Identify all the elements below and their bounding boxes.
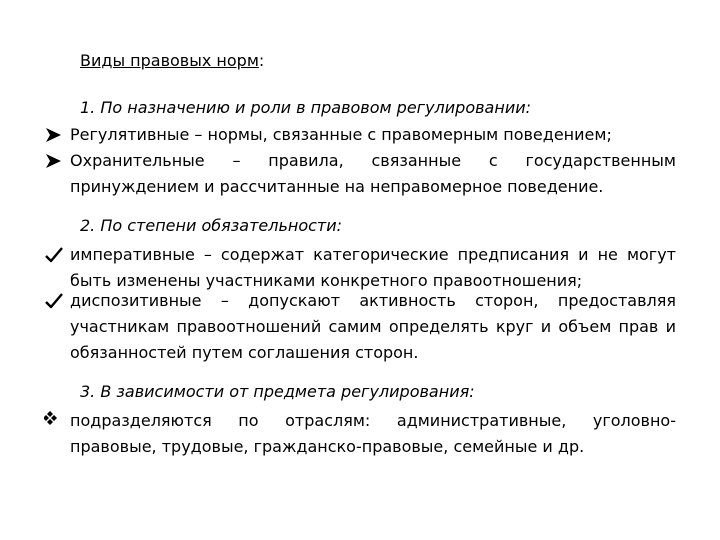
list-item-text: подразделяются по отраслям: административные, уголовно-правовые, трудовые, гражданско-правовые, семейные и др. xyxy=(70,411,676,456)
slide-title-colon: : xyxy=(258,51,265,70)
list-item-text: диспозитивные – допускают активность сторон, предоставляя участникам правоотношений самим определять круг и объем прав и обязанностей путем соглашения сторон. xyxy=(70,291,676,362)
diamond-bullet-icon xyxy=(44,410,64,430)
arrow-bullet-icon xyxy=(44,125,64,145)
list-item-text: императивные – содержат категорические предписания и не могут быть изменены участниками конкретного правоотношения; xyxy=(70,245,676,290)
checkmark-icon xyxy=(44,245,64,265)
checkmark-icon xyxy=(44,291,64,311)
section-heading-1: 1. По назначению и роли в правовом регулировании: xyxy=(80,98,532,117)
section-heading-2: 2. По степени обязательности: xyxy=(80,216,343,235)
arrow-bullet-icon xyxy=(44,151,64,171)
slide-title xyxy=(80,49,264,73)
list-item-text: Охранительные – правила, связанные с государственным принуждением и рассчитанные на неправомерное поведение. xyxy=(70,151,676,196)
list-item-text: Регулятивные – нормы, связанные с правомерным поведением; xyxy=(70,125,612,144)
slide-title-text: Виды правовых норм xyxy=(80,51,259,70)
section-heading-3: 3. В зависимости от предмета регулирования: xyxy=(80,382,475,401)
